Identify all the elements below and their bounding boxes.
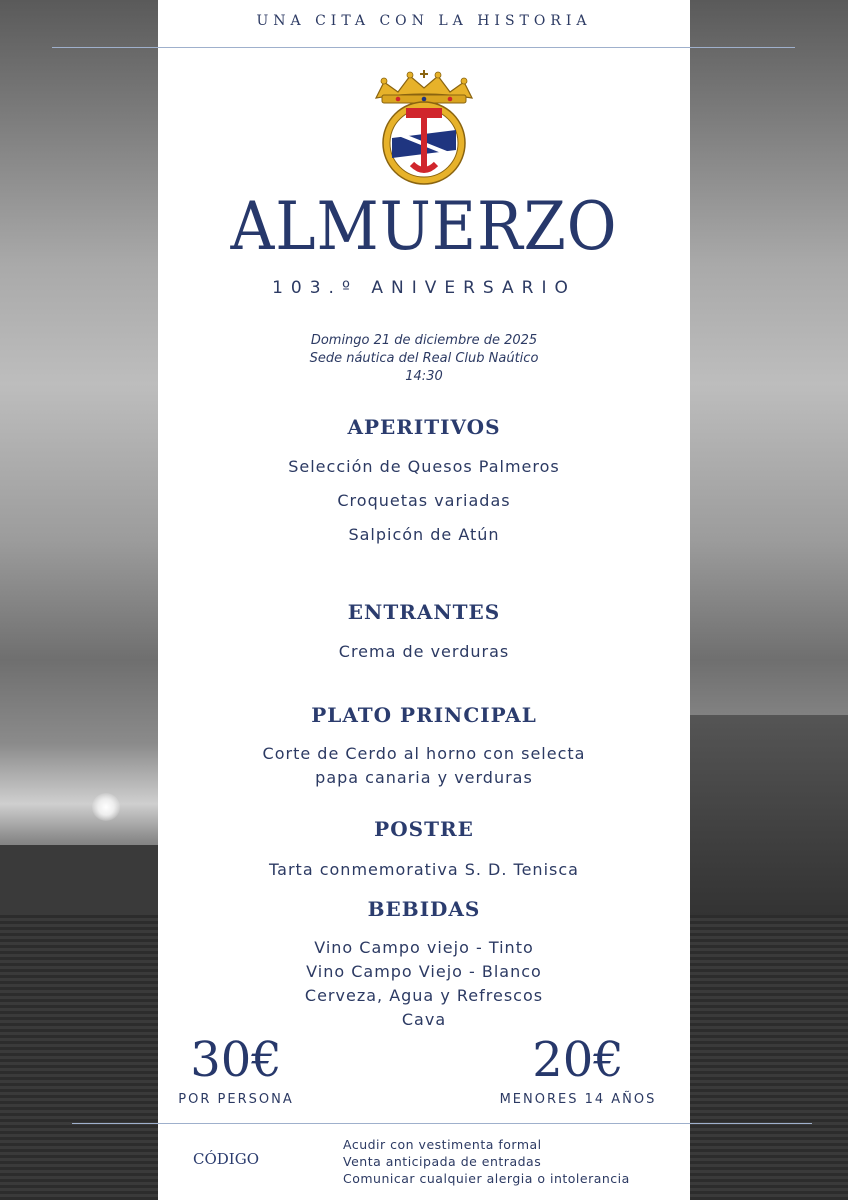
child-price: 20€ <box>532 1032 624 1088</box>
menu-item: papa canaria y verduras <box>315 768 533 787</box>
event-date: Domingo 21 de diciembre de 2025 <box>310 333 538 348</box>
menu-item: Vino Campo Viejo - Blanco <box>306 962 542 981</box>
anniversary-subtitle: 103.º ANIVERSARIO <box>272 278 576 298</box>
section-principal-title: PLATO PRINCIPAL <box>311 703 537 727</box>
bottom-divider <box>72 1123 812 1124</box>
note-item: Acudir con vestimenta formal <box>343 1137 542 1152</box>
event-time: 14:30 <box>405 369 443 384</box>
section-entrantes-title: ENTRANTES <box>347 600 501 624</box>
menu-item: Corte de Cerdo al horno con selecta <box>262 744 586 763</box>
section-bebidas-title: BEBIDAS <box>367 897 481 921</box>
top-divider <box>52 47 795 48</box>
child-price-label: MENORES 14 AÑOS <box>499 1092 657 1107</box>
event-details <box>0 332 848 386</box>
page-title: ALMUERZO <box>230 188 618 265</box>
dress-code-label: CÓDIGO <box>193 1150 260 1168</box>
section-postre-title: POSTRE <box>374 817 474 841</box>
menu-item: Crema de verduras <box>338 642 510 661</box>
crown-icon <box>376 70 472 103</box>
menu-item: Vino Campo viejo - Tinto <box>314 938 534 957</box>
menu-item: Cerveza, Agua y Refrescos <box>304 986 544 1005</box>
adult-price: 30€ <box>190 1032 282 1088</box>
note-item: Venta anticipada de entradas <box>343 1154 542 1169</box>
menu-item: Croquetas variadas <box>337 491 511 510</box>
tagline: UNA CITA CON LA HISTORIA <box>256 13 592 29</box>
event-venue: Sede náutica del Real Club Naútico <box>309 351 539 366</box>
menu-item: Tarta conmemorativa S. D. Tenisca <box>269 860 579 879</box>
background-field-right <box>690 915 848 1200</box>
menu-item: Salpicón de Atún <box>348 525 500 544</box>
club-crest-logo <box>368 68 480 186</box>
adult-price-label: POR PERSONA <box>178 1092 294 1107</box>
note-item: Comunicar cualquier alergia o intolerancia <box>343 1171 630 1186</box>
section-aperitivos-title: APERITIVOS <box>347 415 501 439</box>
footer-notes <box>343 1136 630 1187</box>
menu-item: Selección de Quesos Palmeros <box>288 457 560 476</box>
menu-item: Cava <box>401 1010 447 1029</box>
